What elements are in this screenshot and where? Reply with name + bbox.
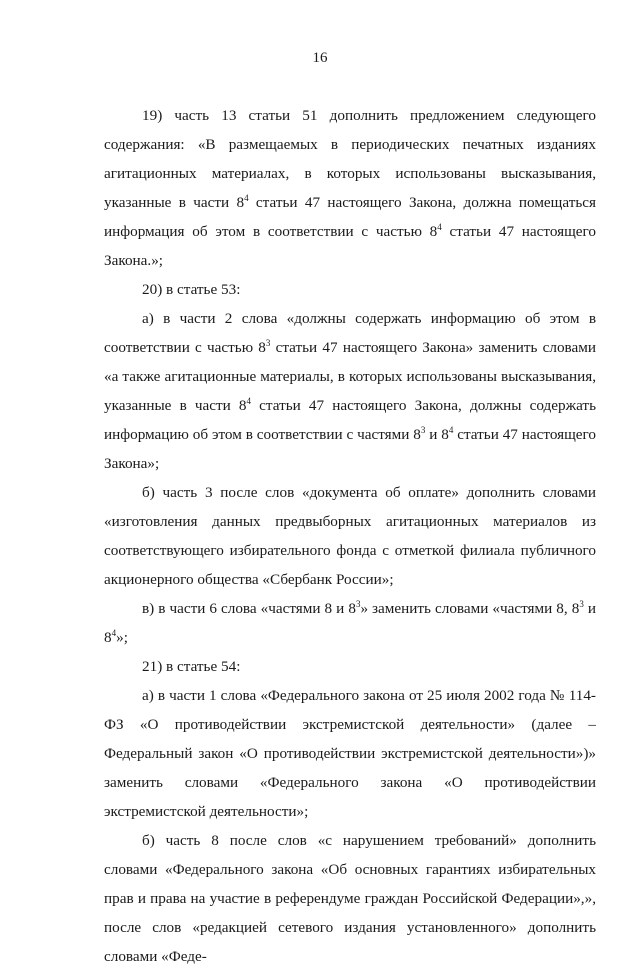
paragraph: б) часть 8 после слов «с нарушением требований» дополнить словами «Федерального закона «Об основных гарантиях избирательных прав и права на участие в референдуме граждан Российской Федерации»,», после слов «редакцией сетевого издания установленного» дополнить словами «Феде- — [104, 832, 600, 965]
paragraph: в) в части 6 слова «частями 8 и $8^3$» заменить словами «частями 8, $8^3$ и $8^4$»; — [104, 599, 600, 646]
page-number: 16 — [312, 50, 328, 66]
paragraph: 21) в статье 54: — [142, 658, 241, 675]
paragraph: 20) в статье 53: — [142, 281, 241, 298]
paragraph: а) в части 2 слова «должны содержать информацию об этом в соответствии с частью $8^3$ статьи 47 настоящего Закона» заменить словами «а также агитационные материалы, в которых использованы высказывания, указанные в части $8^4$ статьи 47 настоящего Закона, должны содержать информацию об этом в соответствии с частями $8^3$ и $8^4$ статьи 47 настоящего Закона»; — [104, 310, 600, 472]
superscript: 4 — [111, 628, 117, 638]
paragraph: 19) часть 13 статьи 51 дополнить предложением следующего содержания: «В размещаемых в периодических печатных изданиях агитационных материалах, в которых использованы высказывания, указанные в части $8^4$ статьи 47 настоящего Закона, должна помещаться информация об этом в соответствии с частью $8^4$ статьи 47 настоящего Закона.»; — [104, 107, 600, 269]
superscript: 3 — [355, 599, 361, 609]
superscript: 4 — [244, 193, 249, 203]
document-body — [104, 101, 600, 971]
paragraph: а) в части 1 слова «Федерального закона от 25 июля 2002 года № 114-ФЗ «О противодействии экстремистской деятельности» (далее – Федеральный закон «О противодействии экстремистской деятельности»)» заменить словами «Федерального закона «О противодействии экстремистской деятельности»; — [104, 687, 600, 820]
superscript: 4 — [437, 222, 442, 232]
superscript: 3 — [265, 338, 271, 348]
superscript: 3 — [579, 599, 584, 609]
superscript: 4 — [448, 425, 454, 435]
superscript: 4 — [246, 396, 252, 406]
paragraph: б) часть 3 после слов «документа об оплате» дополнить словами «изготовления данных предвыборных агитационных материалов из соответствующего избирательного фонда с отметкой филиала публичного акционерного общества «Сбербанк России»; — [104, 484, 600, 588]
superscript: 3 — [420, 425, 426, 435]
